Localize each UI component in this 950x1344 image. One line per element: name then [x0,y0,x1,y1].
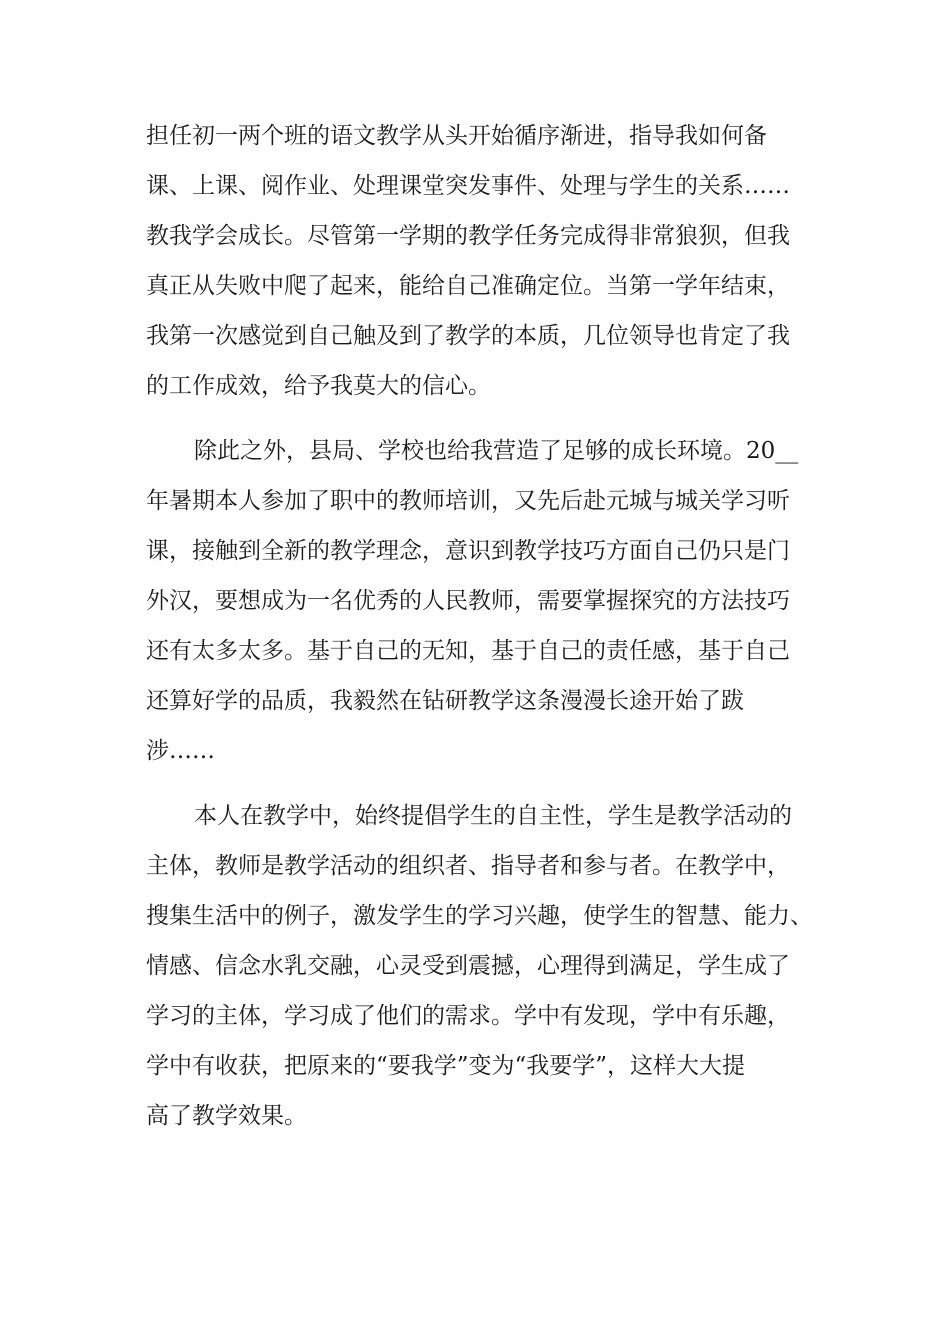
paragraph-2-line-7: 涉…… [146,738,215,764]
paragraph-1-line-1: 担任初一两个班的语文教学从头开始循序渐进，指导我如何备 [146,123,767,149]
paragraph-1-line-3: 教我学会成长。尽管第一学期的教学任务完成得非常狼狈，但我 [146,223,790,249]
paragraph-2-line-1: 除此之外，县局、学校也给我营造了足够的成长环境。20__ [194,438,799,464]
paragraph-3-line-5: 学习的主体，学习成了他们的需求。学中有发现，学中有乐趣， [146,1003,790,1029]
paragraph-1-line-4: 真正从失败中爬了起来，能给自己准确定位。当第一学年结束， [146,273,790,299]
paragraph-1-line-6: 的工作成效，给予我莫大的信心。 [146,373,491,399]
paragraph-3-line-6: 学中有收获，把原来的“要我学”变为“我要学”，这样大大提 [146,1053,746,1079]
paragraph-3-line-2: 主体，教师是教学活动的组织者、指导者和参与者。在教学中， [146,853,790,879]
paragraph-2-line-6: 还算好学的品质，我毅然在钻研教学这条漫漫长途开始了跋 [146,688,744,714]
paragraph-3-line-1: 本人在教学中，始终提倡学生的自主性，学生是教学活动的 [194,803,792,829]
paragraph-3-line-3: 搜集生活中的例子，激发学生的学习兴趣，使学生的智慧、能力、 [146,903,813,929]
paragraph-2-line-3: 课，接触到全新的教学理念，意识到教学技巧方面自己仍只是门 [146,538,790,564]
paragraph-2-line-4: 外汉，要想成为一名优秀的人民教师，需要掌握探究的方法技巧 [146,588,790,614]
paragraph-3-line-7: 高了教学效果。 [146,1103,307,1129]
paragraph-3-line-4: 情感、信念水乳交融，心灵受到震撼，心理得到满足，学生成了 [146,953,790,979]
paragraph-2-line-2: 年暑期本人参加了职中的教师培训，又先后赴元城与城关学习听 [146,488,790,514]
paragraph-1-line-5: 我第一次感觉到自己触及到了教学的本质，几位领导也肯定了我 [146,323,790,349]
paragraph-2-line-5: 还有太多太多。基于自己的无知，基于自己的责任感，基于自己 [146,638,790,664]
paragraph-1-line-2: 课、上课、阅作业、处理课堂突发事件、处理与学生的关系…… [146,173,790,199]
